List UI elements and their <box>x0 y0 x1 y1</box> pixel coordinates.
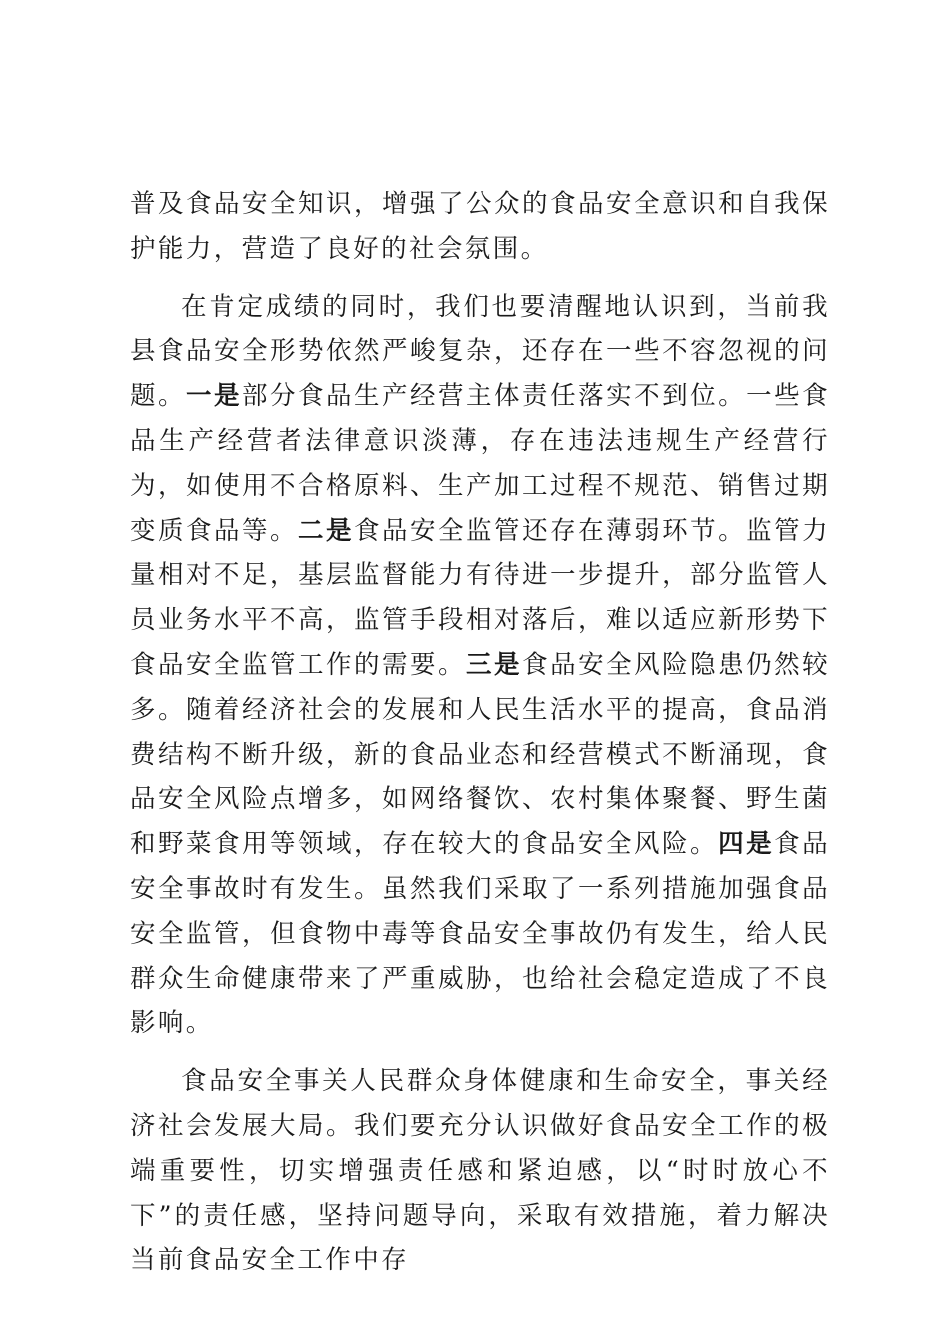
text-segment: 食品安全监管还存在薄弱环节。监管力量相对不足，基层监督能力有待进一步提升，部分监管人员业务水平不高，监管手段相对落后，难以适应新形势下食品安全监管工作的需要。 <box>130 515 830 680</box>
text-segment: 普及食品安全知识，增强了公众的食品安全意识和自我保护能力，营造了良好的社会氛围。 <box>130 189 830 264</box>
text-segment: 食品安全风险隐患仍然较多。随着经济社会的发展和人民生活水平的提高，食品消费结构不断升级，新的食品业态和经营模式不断涌现，食品安全风险点增多，如网络餐饮、农村集体聚餐、野生菌和野菜食用等领域，存在较大的食品安全风险。 <box>130 649 830 860</box>
text-segment: 在肯定成绩的同时，我们也要清醒地认识到，当前我县食品安全形势依然严峻复杂，还存在一些不容忽视的问题。 <box>130 291 830 412</box>
text-segment: 部分食品生产经营主体责任落实不到位。一些食品生产经营者法律意识淡薄，存在违法违规生产经营行为，如使用不合格原料、生产加工过程不规范、销售过期变质食品等。 <box>130 381 830 546</box>
point-marker-2: 二是 <box>298 515 355 546</box>
document-page <box>130 182 830 1283</box>
paragraph-2 <box>130 285 830 1047</box>
point-marker-1: 一是 <box>186 381 243 412</box>
paragraph-3 <box>130 1059 830 1283</box>
point-marker-4: 四是 <box>718 829 775 860</box>
text-segment: 食品安全事故时有发生。虽然我们采取了一系列措施加强食品安全监管，但食物中毒等食品安全事故仍有发生，给人民群众生命健康带来了严重威胁，也给社会稳定造成了不良影响。 <box>130 829 830 1039</box>
paragraph-1 <box>130 182 830 272</box>
point-marker-3: 三是 <box>466 649 523 680</box>
text-segment: 食品安全事关人民群众身体健康和生命安全，事关经济社会发展大局。我们要充分认识做好食品安全工作的极端重要性，切实增强责任感和紧迫感，以“时时放心不下”的责任感，坚持问题导向，采取有效措施，着力解决当前食品安全工作中存 <box>130 1066 830 1276</box>
